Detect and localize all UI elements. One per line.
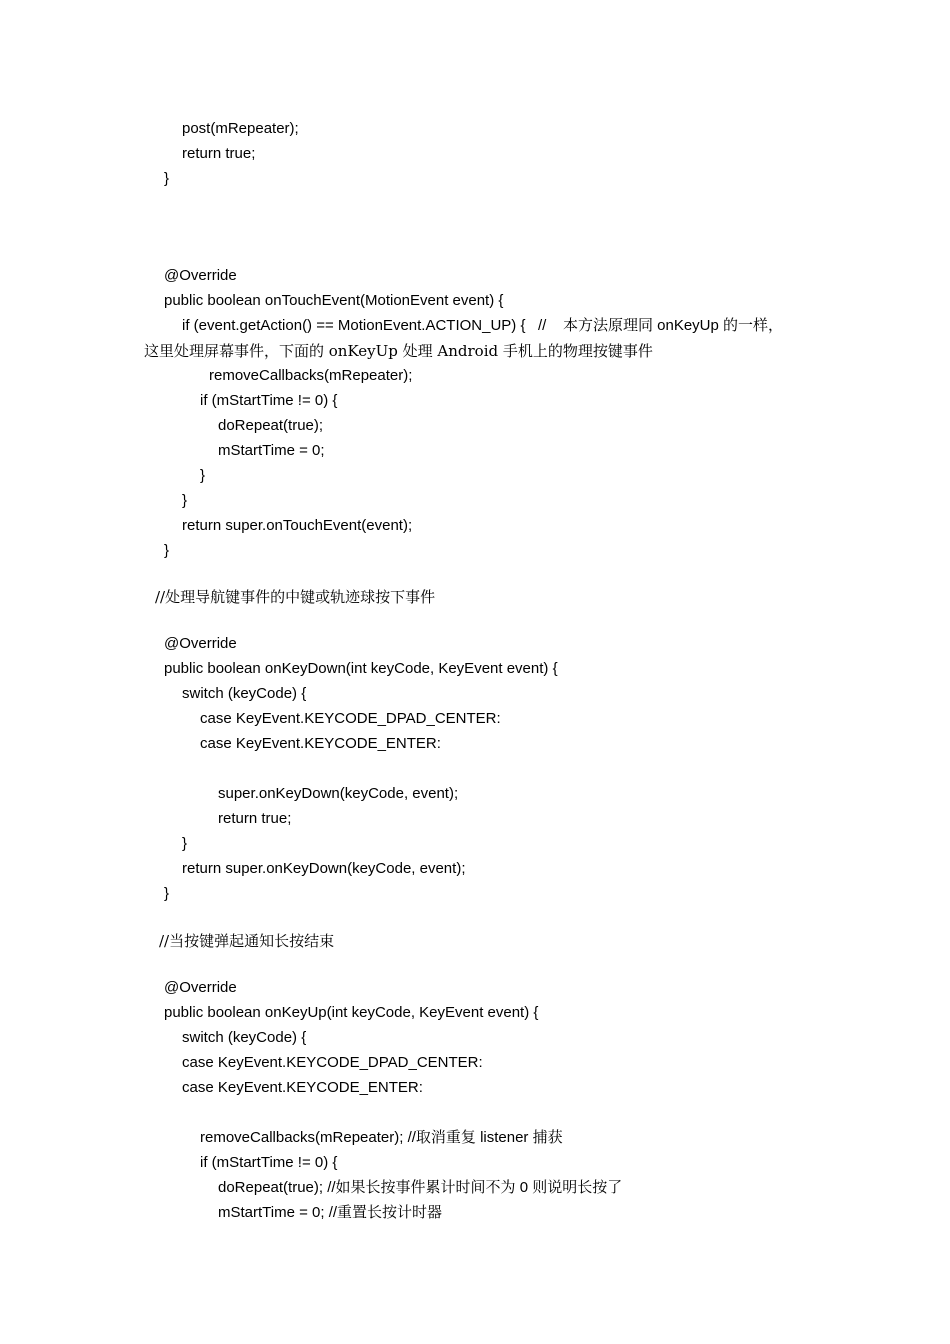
code-line: return true;	[218, 810, 292, 827]
code-line: }	[164, 542, 170, 559]
code-line: public boolean onKeyUp(int keyCode, KeyEvent event) {	[164, 1004, 539, 1021]
code-line: if (mStartTime != 0) {	[200, 392, 338, 409]
code-comment: //当按键弹起通知长按结束	[159, 932, 335, 950]
code-line: removeCallbacks(mRepeater); //取消重复 listener 捕获	[200, 1129, 563, 1146]
code-line: doRepeat(true);	[218, 417, 324, 434]
code-line: switch (keyCode) {	[182, 685, 307, 702]
code-line: case KeyEvent.KEYCODE_ENTER:	[182, 1079, 423, 1096]
code-line: return true;	[182, 145, 256, 162]
code-line: if (event.getAction() == MotionEvent.ACTION_UP) { // 本方法原理同 onKeyUp 的一样，	[182, 317, 784, 334]
code-line: }	[164, 170, 170, 187]
code-line: removeCallbacks(mRepeater);	[209, 367, 413, 384]
code-line: post(mRepeater);	[182, 120, 299, 137]
code-line: case KeyEvent.KEYCODE_DPAD_CENTER:	[200, 710, 501, 727]
code-line: doRepeat(true); //如果长按事件累计时间不为 0 则说明长按了	[218, 1179, 623, 1196]
code-line: }	[164, 885, 170, 902]
code-line: super.onKeyDown(keyCode, event);	[218, 785, 459, 802]
code-line: @Override	[164, 979, 237, 996]
code-line: }	[182, 835, 188, 852]
code-line: public boolean onTouchEvent(MotionEvent event) {	[164, 292, 504, 309]
code-line: mStartTime = 0; //重置长按计时器	[218, 1204, 443, 1221]
code-line: case KeyEvent.KEYCODE_ENTER:	[200, 735, 441, 752]
code-line: return super.onTouchEvent(event);	[182, 517, 413, 534]
code-line: switch (keyCode) {	[182, 1029, 307, 1046]
code-line: }	[182, 492, 188, 509]
code-line: @Override	[164, 267, 237, 284]
code-comment-continuation: 这里处理屏幕事件，下面的 onKeyUp 处理 Android 手机上的物理按键事件	[144, 342, 653, 360]
code-line: mStartTime = 0;	[218, 442, 325, 459]
code-line: public boolean onKeyDown(int keyCode, KeyEvent event) {	[164, 660, 558, 677]
code-comment: //处理导航键事件的中键或轨迹球按下事件	[155, 588, 436, 606]
code-line: case KeyEvent.KEYCODE_DPAD_CENTER:	[182, 1054, 483, 1071]
code-line: return super.onKeyDown(keyCode, event);	[182, 860, 466, 877]
code-line: @Override	[164, 635, 237, 652]
code-line: if (mStartTime != 0) {	[200, 1154, 338, 1171]
code-line: }	[200, 467, 206, 484]
